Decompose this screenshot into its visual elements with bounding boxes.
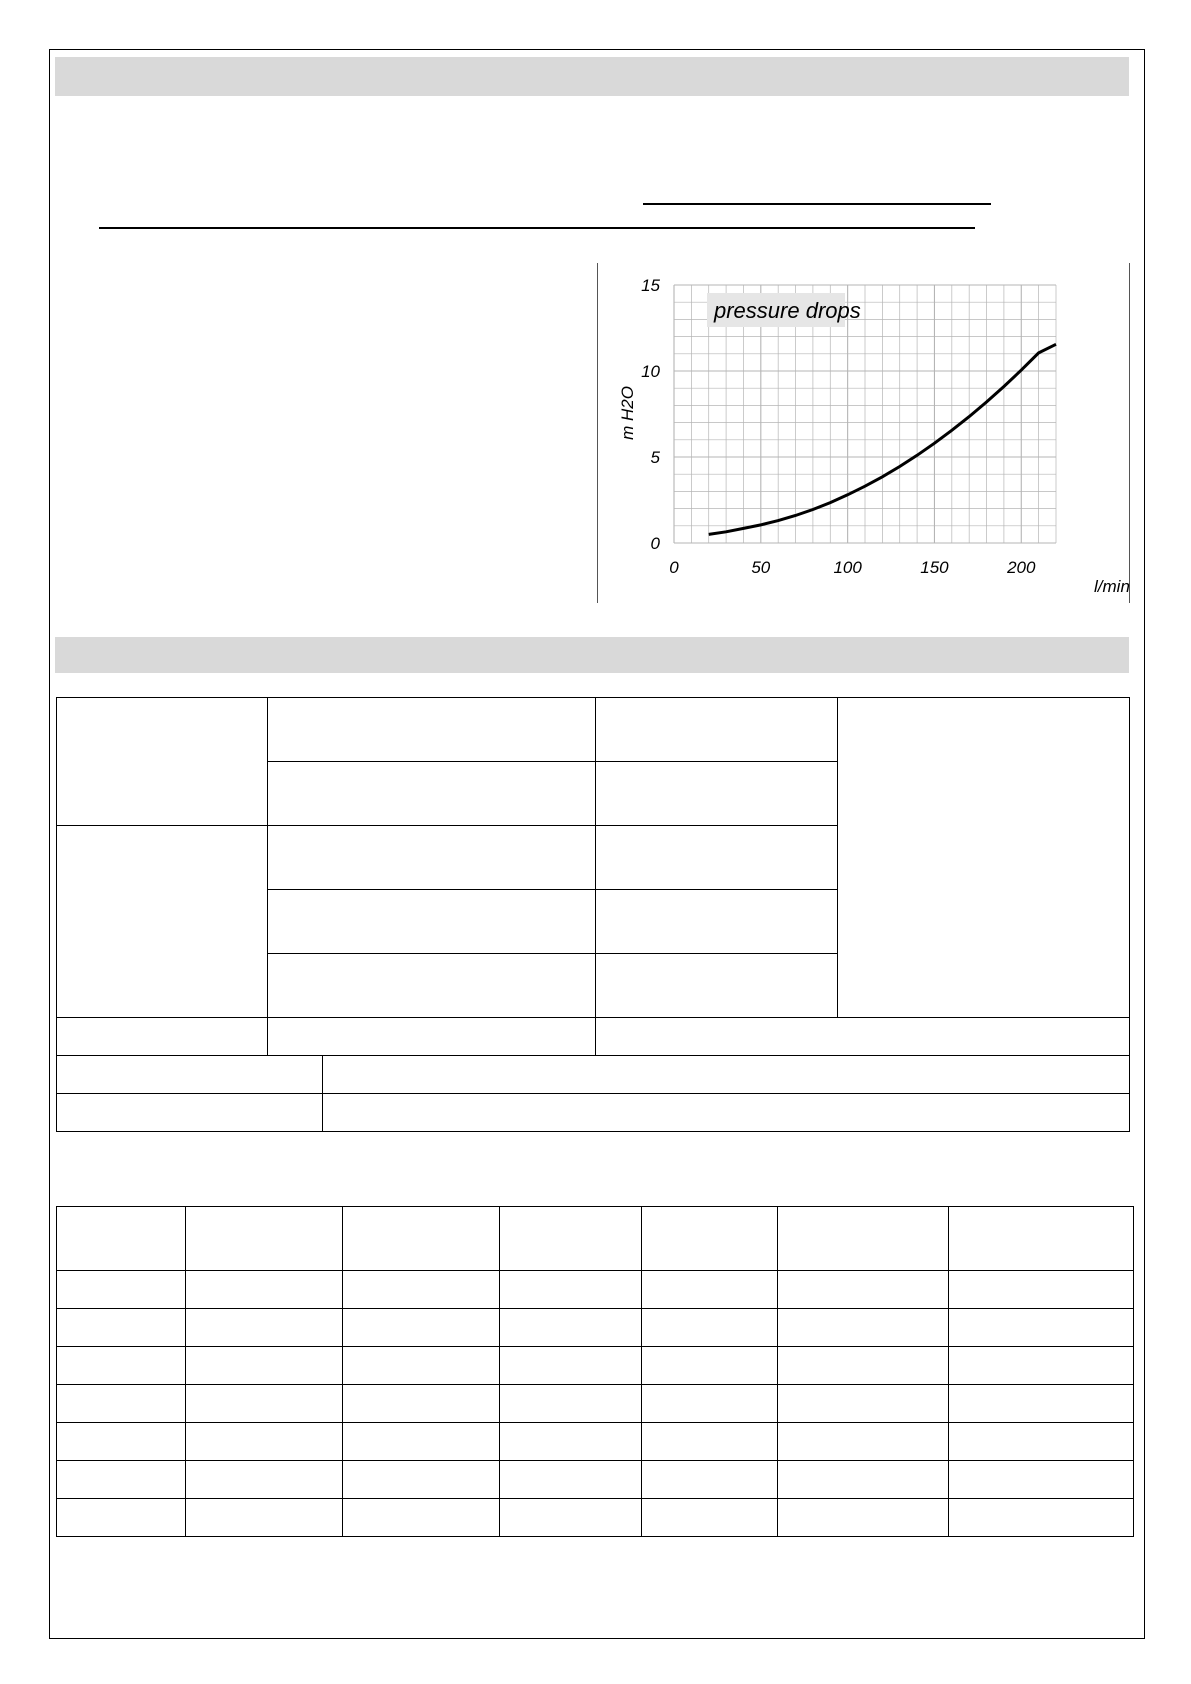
y-tick-label: 15: [641, 276, 660, 295]
table-cell: [949, 1423, 1134, 1461]
table-cell: [778, 1385, 949, 1423]
table-cell: [778, 1423, 949, 1461]
table-cell: [949, 1385, 1134, 1423]
x-tick-label: 200: [1007, 558, 1036, 577]
table-cell: [268, 762, 596, 826]
models-table: [56, 1206, 1134, 1537]
table-cell: [343, 1385, 500, 1423]
table-row: [57, 1056, 1130, 1094]
y-tick-label: 5: [650, 448, 660, 467]
table-cell: [596, 826, 838, 890]
table-cell: [57, 1094, 323, 1132]
table-cell: [343, 1271, 500, 1309]
table-cell: [186, 1385, 343, 1423]
table-header-cell: [57, 1207, 186, 1271]
table-cell: [778, 1499, 949, 1537]
table-cell: [838, 698, 1130, 1018]
y-axis-label: m H2O: [618, 386, 637, 440]
table-cell: [778, 1461, 949, 1499]
table-cell: [500, 1309, 642, 1347]
table-cell: [642, 1347, 778, 1385]
table-cell: [343, 1347, 500, 1385]
table-cell: [949, 1309, 1134, 1347]
table-cell: [323, 1094, 1130, 1132]
table-cell: [57, 1271, 186, 1309]
table-cell: [57, 1347, 186, 1385]
table-cell: [186, 1499, 343, 1537]
table-cell: [949, 1461, 1134, 1499]
table-cell: [500, 1271, 642, 1309]
x-axis-label: l/min: [1094, 577, 1130, 596]
table-cell: [268, 698, 596, 762]
table-cell: [268, 1018, 596, 1056]
underline-long: [99, 227, 975, 229]
table-cell: [596, 1018, 1130, 1056]
table-cell: [343, 1499, 500, 1537]
spec-table: [56, 697, 1130, 1132]
table-cell: [57, 1385, 186, 1423]
y-tick-label: 0: [650, 534, 660, 553]
table-cell: [596, 762, 838, 826]
table-cell: [778, 1309, 949, 1347]
table-row: [57, 1271, 1134, 1309]
section-header-band-top: [55, 57, 1129, 96]
table-cell: [57, 1423, 186, 1461]
table-row: [57, 1347, 1134, 1385]
table-cell: [186, 1423, 343, 1461]
table-cell: [57, 1499, 186, 1537]
x-tick-label: 150: [920, 558, 949, 577]
x-tick-label: 50: [751, 558, 771, 577]
table-cell: [500, 1499, 642, 1537]
table-cell: [642, 1499, 778, 1537]
table-cell: [642, 1271, 778, 1309]
table-cell: [57, 826, 268, 1018]
table-cell: [642, 1423, 778, 1461]
table-cell: [500, 1385, 642, 1423]
table-cell: [343, 1461, 500, 1499]
section-header-band-mid: [55, 637, 1129, 673]
x-tick-label: 0: [669, 558, 679, 577]
table-header-cell: [186, 1207, 343, 1271]
table-cell: [500, 1347, 642, 1385]
table-cell: [186, 1461, 343, 1499]
table-cell: [57, 1461, 186, 1499]
table-cell: [343, 1309, 500, 1347]
y-tick-label: 10: [641, 362, 660, 381]
table-row: [57, 698, 1130, 762]
table-cell: [186, 1271, 343, 1309]
table-header-row: [57, 1207, 1134, 1271]
table-cell: [57, 1309, 186, 1347]
table-cell: [778, 1347, 949, 1385]
table-cell: [596, 890, 838, 954]
table-header-cell: [642, 1207, 778, 1271]
table-row: [57, 1499, 1134, 1537]
underline-short: [643, 203, 991, 205]
chart-title: pressure drops: [714, 298, 861, 323]
table-row: [57, 1018, 1130, 1056]
table-cell: [596, 954, 838, 1018]
table-cell: [343, 1423, 500, 1461]
table-cell: [268, 890, 596, 954]
table-row: [57, 1423, 1134, 1461]
table-cell: [323, 1056, 1130, 1094]
table-header-cell: [500, 1207, 642, 1271]
table-cell: [642, 1309, 778, 1347]
table-cell: [500, 1461, 642, 1499]
table-row: [57, 1309, 1134, 1347]
table-cell: [596, 698, 838, 762]
table-cell: [949, 1499, 1134, 1537]
table-cell: [778, 1271, 949, 1309]
table-cell: [186, 1347, 343, 1385]
pressure-drop-chart: [597, 263, 1133, 603]
chart-svg: [597, 263, 1133, 603]
table-header-cell: [949, 1207, 1134, 1271]
table-cell: [57, 1018, 268, 1056]
table-header-cell: [778, 1207, 949, 1271]
table-cell: [642, 1461, 778, 1499]
table-cell: [268, 826, 596, 890]
table-row: [57, 1094, 1130, 1132]
table-cell: [500, 1423, 642, 1461]
table-cell: [949, 1271, 1134, 1309]
table-cell: [268, 954, 596, 1018]
x-tick-label: 100: [833, 558, 862, 577]
table-row: [57, 1461, 1134, 1499]
table-cell: [949, 1347, 1134, 1385]
table-cell: [186, 1309, 343, 1347]
table-row: [57, 1385, 1134, 1423]
table-header-cell: [343, 1207, 500, 1271]
table-cell: [642, 1385, 778, 1423]
table-cell: [57, 698, 268, 826]
table-cell: [57, 1056, 323, 1094]
